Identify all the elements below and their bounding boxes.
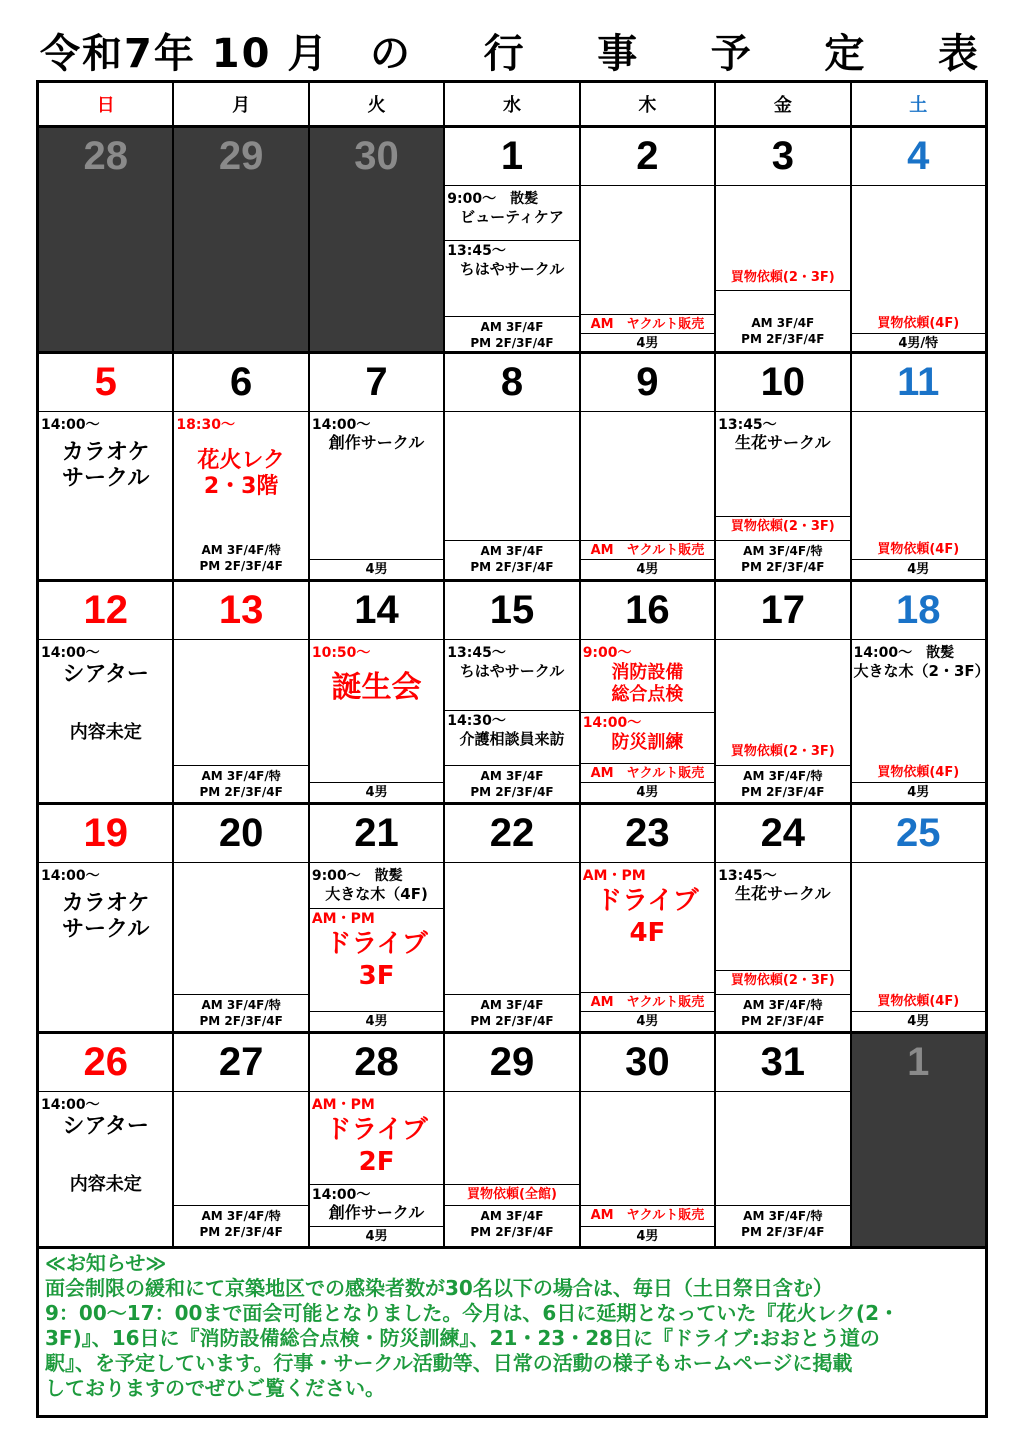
floor-schedule bbox=[716, 1205, 849, 1240]
event-time: AM・PM bbox=[311, 1097, 375, 1113]
event-time: 13:45～ bbox=[718, 417, 777, 433]
men-bath: 4男 bbox=[581, 1226, 714, 1246]
day-cell-oct-3 bbox=[716, 128, 851, 351]
event-time: 13:45～ bbox=[447, 243, 506, 259]
men-bath: 4男 bbox=[310, 1226, 443, 1246]
event-name: 花火レク bbox=[197, 448, 285, 473]
day-cell-oct-21 bbox=[310, 805, 445, 1031]
floor-am: AM 3F/4F bbox=[480, 544, 544, 558]
event-name: 総合点検 bbox=[611, 684, 684, 705]
weekday-sun: 日 bbox=[39, 83, 174, 125]
floor-schedule bbox=[445, 765, 578, 800]
floor-am: AM 3F/4F bbox=[751, 316, 815, 330]
day-number: 17 bbox=[716, 582, 849, 640]
floor-schedule bbox=[445, 994, 578, 1029]
floor-pm: PM 2F/3F/4F bbox=[199, 559, 283, 573]
yakult-sale: AM ヤクルト販売 bbox=[581, 992, 714, 1013]
event-name: ドライブ bbox=[325, 929, 428, 959]
divider bbox=[581, 712, 714, 713]
day-number: 12 bbox=[39, 582, 172, 640]
event bbox=[853, 644, 990, 680]
notice-line: 面会制限の緩和にて京築地区での感染者数が30名以下の場合は、毎日（土日祭日含む） bbox=[45, 1276, 833, 1300]
title-char: 予 bbox=[710, 30, 753, 77]
day-cell-oct-29 bbox=[445, 1034, 580, 1246]
floor-am: AM 3F/4F/特 bbox=[201, 769, 281, 783]
day-number: 30 bbox=[310, 128, 443, 186]
title-char: の bbox=[370, 30, 412, 77]
event bbox=[312, 1096, 441, 1178]
event-name: ちはやサークル bbox=[459, 662, 565, 680]
event-time: 14:00～ bbox=[41, 417, 100, 433]
event-time: AM・PM bbox=[582, 868, 646, 884]
men-bath: 4男 bbox=[852, 1011, 985, 1031]
divider bbox=[445, 710, 578, 711]
floor-am: AM 3F/4F/特 bbox=[743, 1209, 823, 1223]
event bbox=[312, 1186, 441, 1222]
day-cell-oct-31 bbox=[716, 1034, 851, 1246]
men-bath: 4男 bbox=[310, 782, 443, 802]
floor-schedule bbox=[716, 540, 849, 575]
event-floor: 3F bbox=[358, 961, 395, 991]
day-cell-inactive bbox=[174, 128, 309, 351]
divider bbox=[310, 1184, 443, 1185]
weekday-thu: 木 bbox=[581, 83, 716, 125]
weekday-sat: 土 bbox=[909, 95, 928, 116]
shopping-request: 買物依頼(4F) bbox=[877, 765, 960, 780]
event-time: 9:00～ bbox=[582, 645, 632, 661]
event-name: カラオケ bbox=[61, 891, 150, 916]
day-cell-oct-15 bbox=[445, 582, 580, 802]
floor-pm: PM 2F/3F/4F bbox=[741, 560, 825, 574]
day-number: 22 bbox=[445, 805, 578, 863]
event-floor: 2F bbox=[358, 1147, 395, 1177]
floor-pm: PM 2F/3F/4F bbox=[470, 336, 554, 350]
shopping-request: 買物依頼(2・3F) bbox=[730, 744, 835, 759]
day-number: 1 bbox=[445, 128, 578, 186]
event bbox=[583, 867, 712, 949]
event-name: ちはやサークル bbox=[459, 260, 565, 278]
event-name: 消防設備 bbox=[611, 662, 684, 683]
event-time: 9:00～ 散髪 bbox=[447, 191, 539, 207]
men-bath: 4男 bbox=[852, 782, 985, 802]
notice-line: しておりますのでぜひご覧ください。 bbox=[45, 1376, 385, 1400]
day-number: 7 bbox=[310, 354, 443, 412]
day-number: 1 bbox=[852, 1034, 985, 1092]
day-number: 28 bbox=[39, 128, 172, 186]
day-cell-oct-23 bbox=[581, 805, 716, 1031]
floor-schedule bbox=[174, 1205, 307, 1240]
notice-line: 3F)』、16日に『消防設備総合点検・防災訓練』、21・23・28日に『ドライブ:おおとう道の bbox=[45, 1326, 880, 1350]
day-cell-oct-9 bbox=[581, 354, 716, 579]
day-number: 3 bbox=[716, 128, 849, 186]
day-number: 11 bbox=[852, 354, 985, 412]
event-note: 内容未定 bbox=[69, 1174, 142, 1195]
day-cell-oct-11 bbox=[852, 354, 985, 579]
men-bath: 4男 bbox=[581, 559, 714, 579]
floor-schedule bbox=[445, 1205, 578, 1240]
week-2 bbox=[39, 354, 985, 582]
divider bbox=[445, 240, 578, 241]
notice-box bbox=[41, 1249, 981, 1417]
shopping-request: 買物依頼(2・3F) bbox=[716, 970, 849, 991]
day-number: 6 bbox=[174, 354, 307, 412]
event bbox=[583, 644, 712, 706]
event-time: 10:50～ bbox=[311, 645, 371, 661]
event-name: サークル bbox=[62, 917, 150, 942]
yakult-sale: AM ヤクルト販売 bbox=[581, 314, 714, 335]
men-bath: 4男 bbox=[581, 1011, 714, 1031]
event-time: AM・PM bbox=[311, 911, 375, 927]
day-cell-oct-4 bbox=[852, 128, 985, 351]
event bbox=[312, 416, 441, 452]
weekday-mon: 月 bbox=[174, 83, 309, 125]
floor-pm: PM 2F/3F/4F bbox=[741, 1225, 825, 1239]
event-time: 14:00～ bbox=[582, 715, 642, 731]
day-cell-oct-1 bbox=[445, 128, 580, 351]
divider bbox=[310, 908, 443, 909]
day-cell-oct-20 bbox=[174, 805, 309, 1031]
day-number: 28 bbox=[310, 1034, 443, 1092]
event-time: 14:00～ bbox=[41, 645, 100, 661]
event bbox=[718, 867, 847, 903]
floor-am: AM 3F/4F/特 bbox=[201, 998, 281, 1012]
floor-schedule bbox=[716, 765, 849, 800]
floor-schedule bbox=[174, 542, 307, 574]
floor-schedule bbox=[716, 290, 849, 347]
floor-am: AM 3F/4F/特 bbox=[743, 998, 823, 1012]
event bbox=[718, 416, 847, 452]
day-number: 16 bbox=[581, 582, 714, 640]
event-time: 9:00～ 散髪 bbox=[311, 868, 403, 884]
event-time: 14:00～ bbox=[311, 1187, 371, 1203]
day-number: 15 bbox=[445, 582, 578, 640]
day-cell-oct-8 bbox=[445, 354, 580, 579]
floor-am: AM 3F/4F bbox=[480, 769, 544, 783]
floor-pm: PM 2F/3F/4F bbox=[741, 785, 825, 799]
notice-line: 駅』、を予定しています。行事・サークル活動等、日常の活動の様子もホームページに掲載 bbox=[45, 1351, 853, 1375]
day-number: 9 bbox=[581, 354, 714, 412]
yakult-sale: AM ヤクルト販売 bbox=[581, 763, 714, 784]
shopping-request: 買物依頼(全館) bbox=[445, 1184, 578, 1205]
day-number: 23 bbox=[581, 805, 714, 863]
notice-line: 9：00～17：00まで面会可能となりました。今月は、6日に延期となっていた『花火レク(2・ bbox=[45, 1301, 899, 1325]
event bbox=[447, 242, 576, 278]
day-number: 24 bbox=[716, 805, 849, 863]
floor-schedule bbox=[445, 316, 578, 351]
day-cell-oct-25 bbox=[852, 805, 985, 1031]
event-time: 14:30～ bbox=[447, 713, 506, 729]
floor-pm: PM 2F/3F/4F bbox=[199, 785, 283, 799]
title-char: 行 bbox=[483, 30, 526, 77]
title-char: 定 bbox=[824, 30, 867, 77]
event-name: サークル bbox=[62, 466, 150, 491]
event bbox=[447, 190, 576, 226]
floor-am: AM 3F/4F/特 bbox=[743, 769, 823, 783]
week-3 bbox=[39, 582, 990, 805]
men-bath: 4男 bbox=[581, 333, 714, 353]
day-cell-inactive bbox=[39, 128, 174, 351]
floor-schedule bbox=[174, 994, 307, 1029]
day-cell-oct-7 bbox=[310, 354, 445, 579]
week-5 bbox=[39, 1034, 985, 1249]
event-name: 生花サークル bbox=[735, 884, 831, 903]
floor-schedule bbox=[174, 765, 307, 800]
weekday-tue: 火 bbox=[310, 83, 445, 125]
event-name: シアター bbox=[62, 1114, 149, 1139]
event bbox=[176, 416, 305, 500]
event-name: 創作サークル bbox=[328, 1203, 425, 1222]
day-number: 18 bbox=[852, 582, 985, 640]
day-number: 19 bbox=[39, 805, 172, 863]
event-name: 介護相談員来訪 bbox=[459, 730, 565, 748]
yakult-sale: AM ヤクルト販売 bbox=[581, 1205, 714, 1226]
day-cell-oct-24 bbox=[716, 805, 851, 1031]
event bbox=[41, 416, 170, 492]
event-time: 18:30～ bbox=[176, 417, 235, 433]
day-cell-oct-19 bbox=[39, 805, 174, 1031]
event bbox=[447, 644, 576, 680]
day-number: 14 bbox=[310, 582, 443, 640]
calendar bbox=[36, 80, 988, 1418]
day-number: 10 bbox=[716, 354, 849, 412]
floor-pm: PM 2F/3F/4F bbox=[741, 1014, 825, 1028]
event-name: カラオケ bbox=[61, 440, 150, 465]
event bbox=[583, 714, 712, 754]
event-time: 14:00～ 散髪 bbox=[853, 645, 955, 661]
week-1 bbox=[39, 128, 985, 354]
floor-pm: PM 2F/3F/4F bbox=[470, 1014, 554, 1028]
event-time: 14:00～ bbox=[41, 868, 100, 884]
floor-am: AM 3F/4F/特 bbox=[201, 543, 281, 557]
event-floor: 4F bbox=[629, 918, 666, 948]
event-name: ビューティケア bbox=[460, 208, 564, 226]
day-cell-oct-12 bbox=[39, 582, 174, 802]
floor-pm: PM 2F/3F/4F bbox=[470, 560, 554, 574]
notice-heading: ≪お知らせ≫ bbox=[45, 1251, 167, 1275]
event bbox=[41, 1096, 170, 1194]
men-bath: 4男 bbox=[581, 782, 714, 802]
shopping-request: 買物依頼(4F) bbox=[877, 542, 960, 557]
day-number: 8 bbox=[445, 354, 578, 412]
event-name: ドライブ bbox=[325, 1115, 428, 1145]
day-cell-oct-5 bbox=[39, 354, 174, 579]
day-cell-oct-18 bbox=[852, 582, 990, 802]
day-number: 5 bbox=[39, 354, 172, 412]
event-name: 2・3階 bbox=[203, 474, 279, 499]
shopping-request: 買物依頼(2・3F) bbox=[730, 270, 835, 285]
men-bath: 4男/特 bbox=[852, 333, 985, 353]
event bbox=[312, 867, 441, 903]
event bbox=[312, 644, 441, 706]
day-number: 30 bbox=[581, 1034, 714, 1092]
day-cell-oct-28 bbox=[310, 1034, 445, 1246]
day-cell-inactive bbox=[852, 1034, 985, 1246]
floor-am: AM 3F/4F/特 bbox=[201, 1209, 281, 1223]
day-cell-oct-13 bbox=[174, 582, 309, 802]
day-number: 4 bbox=[852, 128, 985, 186]
event-name: 誕生会 bbox=[331, 670, 422, 705]
day-number: 20 bbox=[174, 805, 307, 863]
day-cell-oct-14 bbox=[310, 582, 445, 802]
day-number: 29 bbox=[174, 128, 307, 186]
event bbox=[447, 712, 576, 748]
event-name: 大きな木（4F) bbox=[325, 885, 428, 903]
day-cell-oct-27 bbox=[174, 1034, 309, 1246]
yakult-sale: AM ヤクルト販売 bbox=[581, 540, 714, 561]
day-cell-oct-10 bbox=[716, 354, 851, 579]
weekday-fri: 金 bbox=[716, 83, 851, 125]
floor-am: AM 3F/4F bbox=[480, 1209, 544, 1223]
title-char: 表 bbox=[937, 30, 980, 77]
day-number: 29 bbox=[445, 1034, 578, 1092]
shopping-request: 買物依頼(4F) bbox=[877, 316, 960, 331]
event-name: 創作サークル bbox=[328, 433, 425, 452]
day-cell-inactive bbox=[310, 128, 445, 351]
title-char: 事 bbox=[597, 30, 640, 77]
day-number: 21 bbox=[310, 805, 443, 863]
floor-am: AM 3F/4F bbox=[480, 320, 544, 334]
weekday-header bbox=[39, 83, 985, 128]
shopping-request: 買物依頼(4F) bbox=[877, 994, 960, 1009]
day-number: 13 bbox=[174, 582, 307, 640]
floor-schedule bbox=[716, 994, 849, 1029]
floor-pm: PM 2F/3F/4F bbox=[470, 1225, 554, 1239]
day-cell-oct-16 bbox=[581, 582, 716, 802]
event-name: 生花サークル bbox=[735, 433, 831, 452]
event bbox=[312, 910, 441, 992]
day-number: 31 bbox=[716, 1034, 849, 1092]
day-number: 25 bbox=[852, 805, 985, 863]
floor-pm: PM 2F/3F/4F bbox=[470, 785, 554, 799]
week-4 bbox=[39, 805, 985, 1034]
day-number: 2 bbox=[581, 128, 714, 186]
event-time: 13:45～ bbox=[718, 868, 777, 884]
event-time: 14:00～ bbox=[41, 1097, 100, 1113]
event-name: 防災訓練 bbox=[611, 732, 684, 753]
floor-pm: PM 2F/3F/4F bbox=[199, 1225, 283, 1239]
event bbox=[41, 867, 170, 943]
title-month: 令和7年 10 月 bbox=[40, 30, 330, 77]
event-note: 内容未定 bbox=[69, 722, 142, 743]
day-cell-oct-2 bbox=[581, 128, 716, 351]
weekday-wed: 水 bbox=[445, 83, 580, 125]
day-number: 27 bbox=[174, 1034, 307, 1092]
event bbox=[41, 644, 170, 742]
day-number: 26 bbox=[39, 1034, 172, 1092]
men-bath: 4男 bbox=[852, 559, 985, 579]
men-bath: 4男 bbox=[310, 559, 443, 579]
floor-pm: PM 2F/3F/4F bbox=[199, 1014, 283, 1028]
event-time: 14:00～ bbox=[311, 417, 371, 433]
event-name: 大きな木（2・3F） bbox=[853, 662, 990, 680]
men-bath: 4男 bbox=[310, 1011, 443, 1031]
day-cell-oct-22 bbox=[445, 805, 580, 1031]
event-time: 13:45～ bbox=[447, 645, 506, 661]
floor-am: AM 3F/4F bbox=[480, 998, 544, 1012]
day-cell-oct-26 bbox=[39, 1034, 174, 1246]
page-title bbox=[40, 20, 988, 80]
floor-am: AM 3F/4F/特 bbox=[743, 544, 823, 558]
event-name: ドライブ bbox=[596, 886, 699, 916]
event-name: シアター bbox=[62, 662, 149, 687]
floor-pm: PM 2F/3F/4F bbox=[741, 332, 825, 346]
day-cell-oct-30 bbox=[581, 1034, 716, 1246]
shopping-request: 買物依頼(2・3F) bbox=[716, 516, 849, 537]
floor-schedule bbox=[445, 540, 578, 575]
day-cell-oct-6 bbox=[174, 354, 309, 579]
day-cell-oct-17 bbox=[716, 582, 851, 802]
